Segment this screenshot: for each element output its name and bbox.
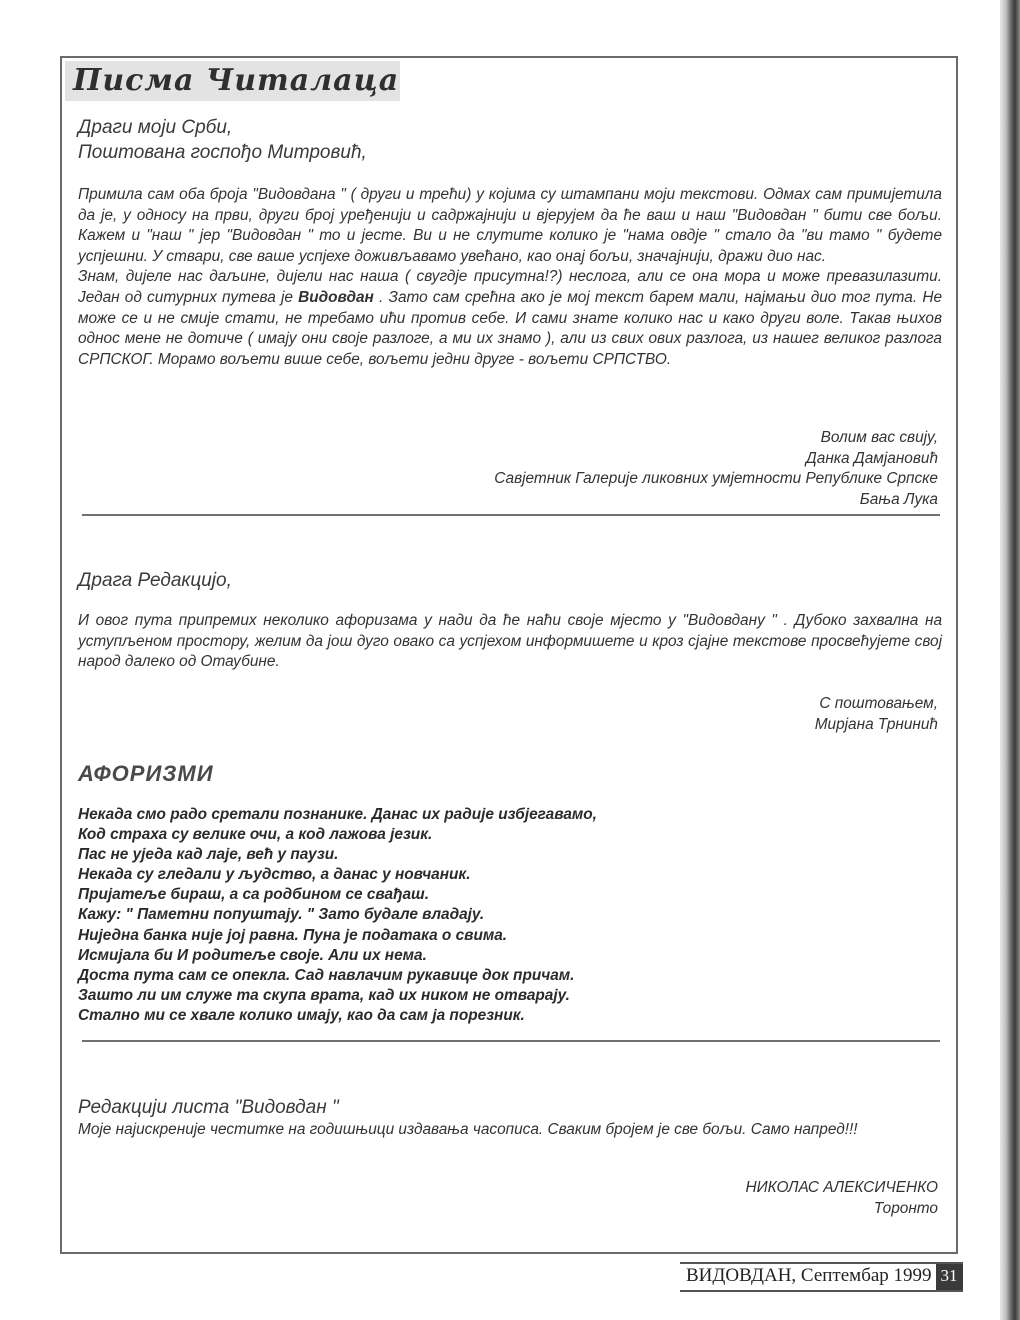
aphorism-item: Зашто ли им служе та скупа врата, кад их ником не отварају. — [78, 986, 570, 1004]
signature-title: Савјетник Галерије ликовних умјетности Републике Српске — [494, 470, 938, 488]
aphorisms-list — [78, 805, 597, 1026]
letter1-paragraph-1: Примила сам оба броја "Видовдана " ( други и трећи) у којима су штампани моји текстови. Одмах сам примијетила да је, у односу на први, други број уређенији и садржајнији и вјерујем да ће ваш и наш "Видовдан " бити све бољи. Кажем и "наш " јер "Видовдан " то и јесте. Ви и не слутите колико је "нама овдје " стало да "ви тамо " будете успјешни. У ствари, све ваше успјехе доживљавамо увећано, као онај бољи, значајнији, дражи дио нас. — [78, 186, 942, 265]
divider — [82, 1040, 940, 1042]
signature-city: Бања Лука — [859, 490, 938, 508]
aphorism-item: Некада смо радо сретали познанике. Данас их радије избјегавамо, — [78, 806, 597, 823]
section-title: Писма Читалаца — [73, 63, 400, 98]
section-title-band — [65, 61, 400, 101]
letter1-paragraph-2-text-a: Знам, дијеле нас даљине, дијели нас наша ( свугдје присутна!?) неслога, али се она мора и може превазилазити. Један од ситурних путева је — [78, 268, 942, 306]
letter1-paragraph-2 — [78, 267, 942, 370]
footer-publication: ВИДОВДАН, Септембар 1999 — [686, 1265, 932, 1286]
aphorism-item: Исмијала би И родитеље своје. Али их нема. — [78, 946, 427, 964]
letter2-paragraph: И овог пута припремих неколико афоризама у нади да ће наћи своје мјесто у "Видовдану " . Дубоко захвална на уступљеном простору, желим да још дуго овако са успјехом информишете и кроз сјајне текстове просвећујете свој народ далеко од Отаубине. — [78, 612, 942, 671]
page-footer — [680, 1262, 963, 1292]
letter1-paragraph-2-bold: Видовдан — [298, 288, 374, 306]
letter1-greeting-2: Поштована госпођо Митровић, — [78, 142, 367, 163]
aphorism-item: Кажу: " Паметни попуштају. " Зато будале владају. — [78, 906, 485, 924]
page-number: 31 — [936, 1264, 963, 1290]
article-frame — [60, 56, 958, 1254]
letter2-greeting: Драга Редакцијо, — [78, 570, 232, 591]
page-spine-shadow — [1000, 0, 1020, 1320]
letter3-paragraph: Моје најискреније честитке на годишњици издавања часописа. Сваким бројем је све бољи. Само напред!!! — [78, 1121, 858, 1138]
signature-city: Торонто — [873, 1199, 938, 1217]
letter1-signature — [494, 428, 938, 510]
signature-line: С поштовањем, — [819, 695, 938, 712]
signature-name: Данка Дамјановић — [805, 449, 938, 467]
aphorism-item: Доста пута сам се опекла. Сад навлачим рукавице док причам. — [78, 966, 575, 984]
letter3-signature — [745, 1178, 938, 1219]
aphorism-item: Стално ми се хвале колико имају, као да сам ја порезник. — [78, 1006, 525, 1024]
aphorism-item: Ниједна банка није јој равна. Пуна је података о свима. — [78, 926, 508, 944]
letter2-signature — [815, 694, 938, 735]
aphorism-item: Некада су гледали у људство, а данас у новчаник. — [78, 866, 471, 884]
aphorism-item: Код страха су велике очи, а код лажова језик. — [78, 826, 433, 844]
letter1-paragraph-2-text-b: . Зато сам срећна ако је мој текст барем мали, најмањи дио тог пута. Не може се и не смије стати, не требамо ићи против себе. И сами знате колико нас и како други воле. Такав њихов однос мене не дотиче ( имају они своје разлоге, а ми их знамо ), али из свих ових разлога, из нашег великог разлога СРПСКОГ. Морамо вољети више себе, вољети једни друге - вољети СРПСТВО. — [78, 288, 942, 368]
signature-name: Мирјана Трнинић — [814, 715, 938, 733]
letter3-greeting: Редакцији листа "Видовдан " — [78, 1097, 339, 1118]
letter1-body — [78, 185, 942, 370]
divider — [82, 514, 940, 516]
signature-line: Волим вас свију, — [820, 429, 938, 446]
aphorisms-heading: АФОРИЗМИ — [78, 761, 214, 786]
aphorism-item: Пријатеље бираш, а са родбином се свађаш. — [78, 886, 429, 904]
letter1-greeting-1: Драги моји Срби, — [78, 117, 233, 138]
signature-name: НИКОЛАС АЛЕКСИЧЕНКО — [745, 1179, 938, 1196]
aphorism-item: Пас не уједа кад лаје, већ у паузи. — [78, 846, 339, 864]
